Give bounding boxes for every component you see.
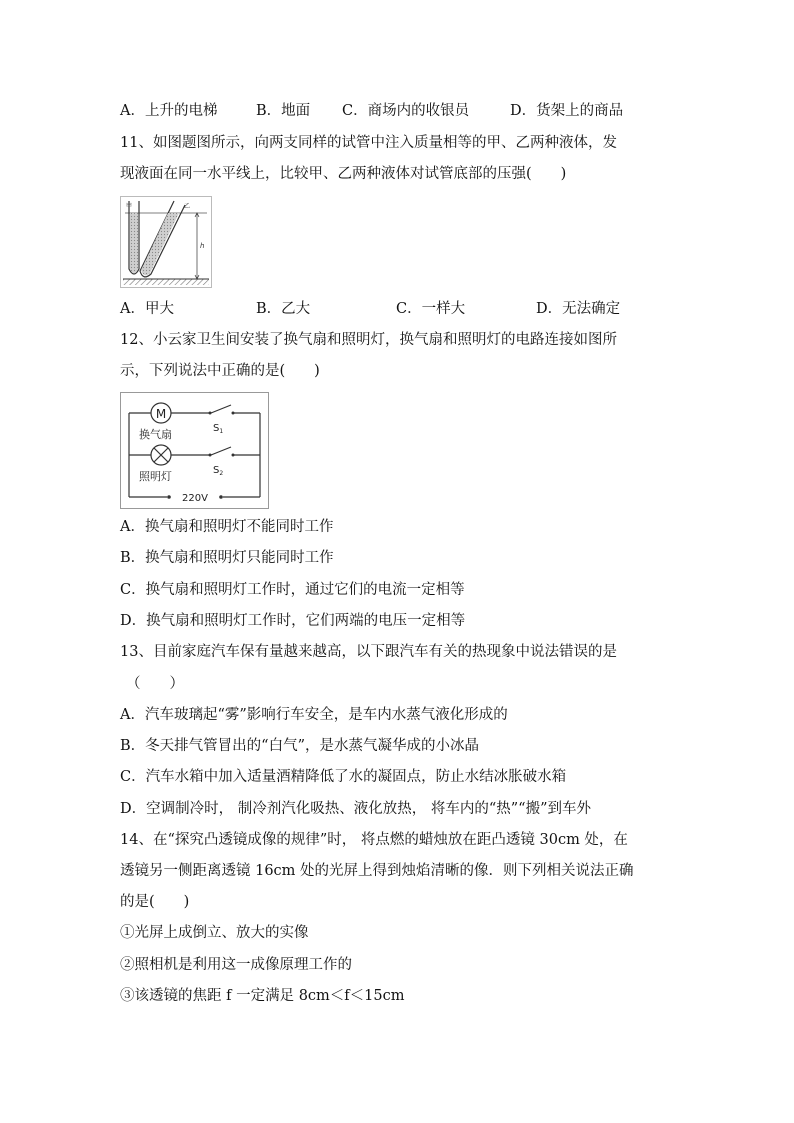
q13-stem-line-1: 13、目前家庭汽车保有量越来越高，以下跟汽车有关的热现象中说法错误的是	[120, 644, 617, 660]
q10-options	[120, 101, 680, 121]
q13-option-c: C．汽车水箱中加入适量酒精降低了水的凝固点，防止水结冰胀破水箱	[120, 769, 567, 785]
motor-letter: M	[155, 407, 167, 421]
ground-hatch	[123, 279, 209, 285]
label-yi: 乙	[184, 203, 191, 210]
q13-option-b: B．冬天排气管冒出的“白气”，是水蒸气凝华成的小冰晶	[120, 738, 479, 754]
q14-stem-line-2: 透镜另一侧距离透镜 16cm 处的光屏上得到烛焰清晰的像．则下列相关说法正确	[120, 863, 634, 879]
q14-stem-line-1: 14、在“探究凸透镜成像的规律”时， 将点燃的蜡烛放在距凸透镜 30cm 处，在	[120, 832, 628, 848]
s2-label: $S_2$	[213, 465, 224, 477]
q12-figure	[120, 392, 269, 509]
q12-option-b: B．换气扇和照明灯只能同时工作	[120, 550, 334, 566]
switch-s2	[211, 447, 231, 455]
q12-option-a: A．换气扇和照明灯不能同时工作	[120, 519, 334, 535]
test-tubes-diagram	[121, 197, 211, 287]
q10-option-a: A．上升的电梯	[120, 103, 218, 119]
q13-option-a: A．汽车玻璃起“雾”影响行车安全，是车内水蒸气液化形成的	[120, 707, 508, 723]
q11-option-d: D．无法确定	[536, 301, 621, 317]
q14-statement-2: ②照相机是利用这一成像原理工作的	[120, 957, 352, 973]
q13-option-d: D．空调制冷时， 制冷剂汽化吸热、液化放热， 将车内的“热”“搬”到车外	[120, 801, 591, 817]
q12-stem-line-2: 示，下列说法中正确的是( )	[120, 363, 320, 379]
switch-s1	[211, 405, 231, 413]
q10-option-b: B．地面	[256, 103, 311, 119]
liquid-jia	[130, 213, 138, 273]
q12-option-d: D．换气扇和照明灯工作时，它们两端的电压一定相等	[120, 613, 466, 629]
q11-stem-line-2: 现液面在同一水平线上，比较甲、乙两种液体对试管底部的压强( )	[120, 166, 567, 182]
q10-option-c: C．商场内的收银员	[342, 103, 470, 119]
q11-option-a: A．甲大	[120, 301, 174, 317]
q13-stem-line-2: （ ）	[126, 676, 184, 692]
s1-label: $S_1$	[213, 423, 224, 435]
circuit-diagram	[121, 393, 268, 508]
label-jia: 甲	[126, 203, 133, 210]
q14-stem-line-3: 的是( )	[120, 894, 190, 910]
q11-options	[120, 299, 680, 319]
q12-stem-line-1: 12、小云家卫生间安装了换气扇和照明灯，换气扇和照明灯的电路连接如图所	[120, 332, 617, 348]
lamp-label: 照明灯	[139, 470, 172, 483]
label-h: h	[200, 242, 205, 250]
q14-statement-1: ①光屏上成倒立、放大的实像	[120, 925, 309, 941]
q10-option-d: D．货架上的商品	[510, 103, 624, 119]
liquid-yi	[141, 213, 179, 275]
fan-label: 换气扇	[139, 428, 172, 441]
q11-option-b: B．乙大	[256, 301, 311, 317]
q14-statement-3: ③该透镜的焦距 f 一定满足 8cm＜f＜15cm	[120, 988, 405, 1004]
q12-option-c: C．换气扇和照明灯工作时，通过它们的电流一定相等	[120, 582, 465, 598]
q11-option-c: C．一样大	[396, 301, 466, 317]
voltage-label: 220V	[182, 493, 208, 504]
q11-stem-line-1: 11、如图题图所示，向两支同样的试管中注入质量相等的甲、乙两种液体，发	[120, 135, 617, 151]
q11-figure	[120, 196, 212, 288]
